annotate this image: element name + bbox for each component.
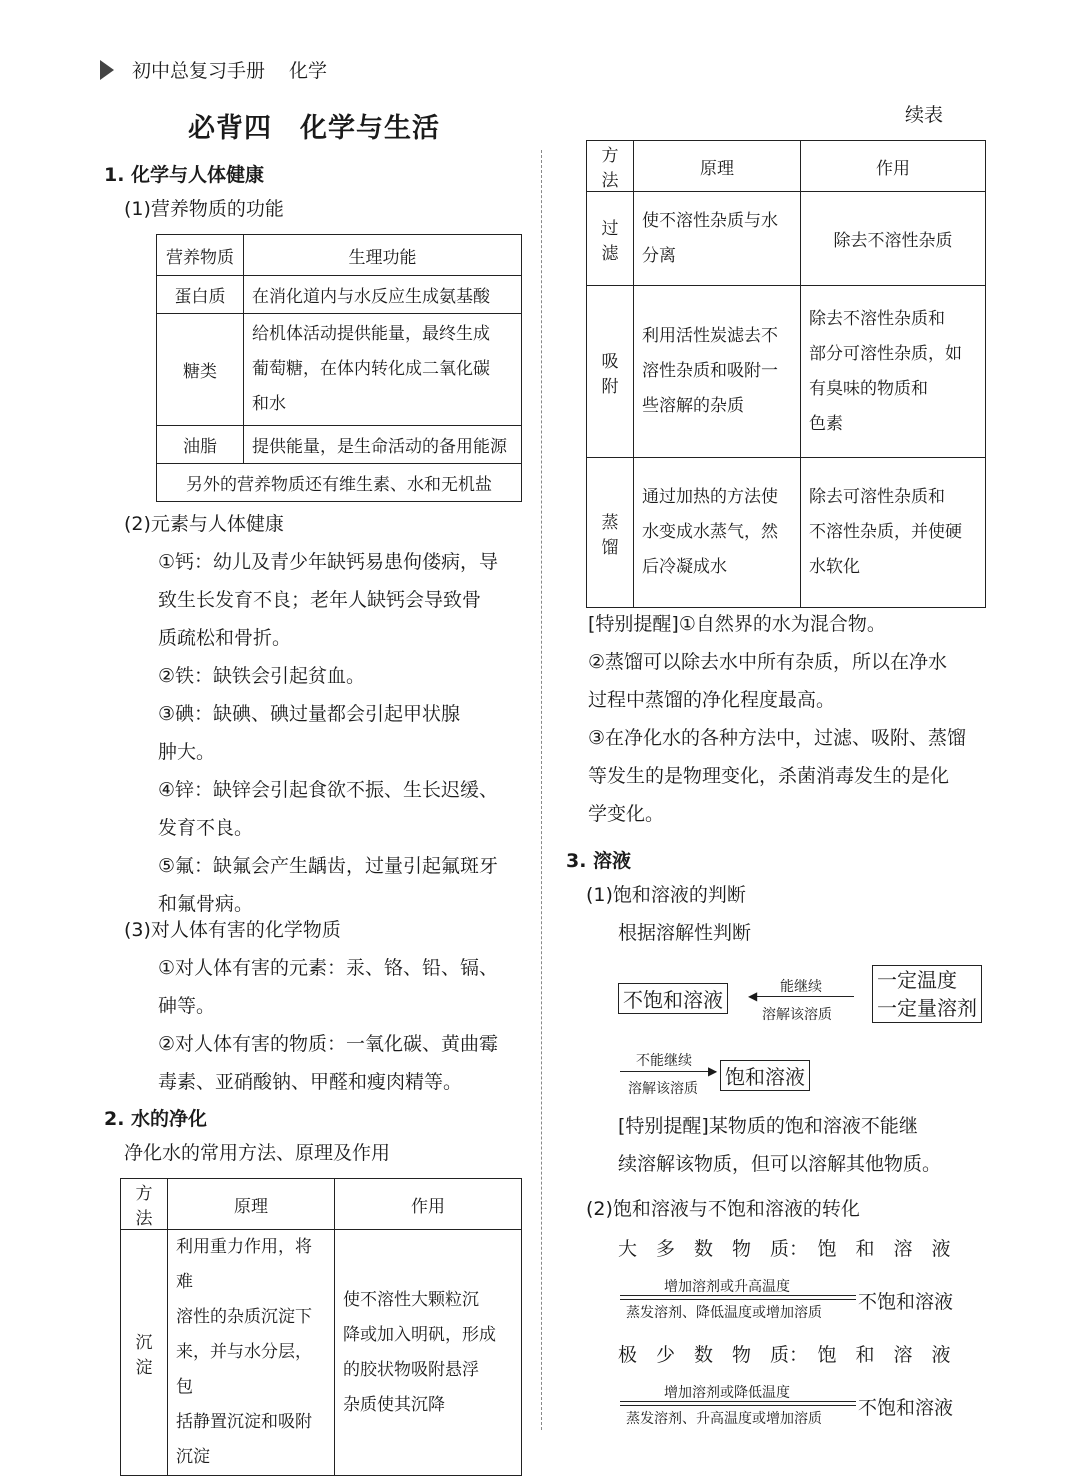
section-2-heading: 2. 水的净化 (104, 1108, 208, 1130)
text-line: 使不溶性大颗粒沉 (343, 1289, 479, 1310)
text-line: 水变成水蒸气，然 (642, 522, 778, 542)
s3-judge: 根据溶解性判断 (618, 922, 752, 944)
s3-sub2: (2)饱和溶液与不饱和溶液的转化 (586, 1198, 860, 1220)
effect-cell (801, 458, 986, 608)
harmful-list (158, 949, 528, 1101)
principle-cell (168, 1230, 335, 1476)
equilibrium-arrow (620, 1401, 856, 1406)
saturated-box: 饱和溶液 (720, 1060, 810, 1091)
text-line: 肿大。 (158, 741, 216, 763)
unsaturated-box: 不饱和溶液 (618, 983, 728, 1014)
equilibrium-arrow (620, 1295, 856, 1300)
text-line: ②对人体有害的物质：一氧化碳、黄曲霉 (158, 1033, 499, 1055)
text-line: 给机体活动提供能量，最终生成 (252, 324, 490, 344)
arrow-left (752, 996, 854, 997)
majority-line: 大 多 数 物 质： 饱 和 溶 液 (618, 1238, 951, 1260)
can-dissolve-bottom: 溶解该溶质 (762, 1007, 832, 1023)
text-line: 葡萄糖，在体内转化成二氧化碳 (252, 359, 490, 379)
majority-forward-label: 增加溶剂或升高温度 (664, 1279, 790, 1295)
text-line: 利用活性炭滤去不 (642, 326, 778, 346)
text-line: ②铁：缺铁会引起贫血。 (158, 665, 366, 687)
tip-label: [特别提醒] (618, 1115, 709, 1137)
text-line: 一定温度 (877, 968, 957, 992)
arrow-right (620, 1071, 716, 1072)
text-line: ⑤氟：缺氟会产生龋齿，过量引起氟斑牙 (158, 855, 499, 877)
col-header: 作用 (335, 1179, 522, 1230)
text-line: 通过加热的方法使 (642, 487, 778, 507)
effect-cell: 除去不溶性杂质 (801, 192, 986, 286)
text-line: 分离 (642, 245, 676, 266)
text-line: ④锌：缺锌会引起食欲不振、生长迟缓、 (158, 779, 499, 801)
text-line: 除去可溶性杂质和 (809, 487, 945, 507)
text-line: 有臭味的物质和 (809, 378, 928, 399)
text-line: ①对人体有害的元素：汞、铬、铅、镉、 (158, 957, 499, 979)
text-line: ③碘：缺碘、碘过量都会引起甲状腺 (158, 703, 461, 725)
nutrition-table (156, 234, 522, 502)
text-line: 毒素、亚硝酸钠、甲醛和瘦肉精等。 (158, 1071, 463, 1093)
s1-sub2: (2)元素与人体健康 (124, 513, 284, 535)
text-line: 除去不溶性杂质和 (809, 308, 945, 329)
condition-box (872, 965, 982, 1023)
col-header: 营养物质 (157, 235, 244, 276)
nutrient-function: 提供能量，是生命活动的备用能源 (244, 426, 522, 464)
minority-line: 极 少 数 物 质： 饱 和 溶 液 (618, 1344, 951, 1366)
text-line: 沉淀 (176, 1447, 210, 1467)
text-line: 和氟骨病。 (158, 893, 254, 915)
text-line: 使不溶性杂质与水 (642, 210, 778, 231)
text-line: ③在净化水的各种方法中，过滤、吸附、蒸馏 (588, 727, 967, 749)
nutrient-name: 蛋白质 (157, 276, 244, 314)
subject-label: 化学 (289, 60, 328, 82)
section-3-heading: 3. 溶液 (566, 850, 632, 872)
text-line: 过程中蒸馏的净化程度最高。 (588, 689, 836, 711)
text-line: 不溶性杂质，并使硬 (809, 522, 962, 542)
majority-result: 不饱和溶液 (858, 1291, 954, 1313)
minority-result: 不饱和溶液 (858, 1397, 954, 1419)
arrow-head-right-icon: ▶ (708, 1064, 718, 1078)
water-tip (588, 605, 1008, 833)
principle-cell (634, 286, 801, 458)
col-header: 原理 (634, 141, 801, 192)
method-name: 沉淀 (121, 1230, 168, 1476)
nutrient-function (244, 314, 522, 426)
text-line: 的胶状物吸附悬浮 (343, 1359, 479, 1380)
nutrient-function: 在消化道内与水反应生成氨基酸 (244, 276, 522, 314)
minority-reverse-label: 蒸发溶剂、升高温度或增加溶质 (626, 1411, 822, 1427)
text-line: 降或加入明矾，形成 (343, 1324, 496, 1345)
col-header: 方法 (121, 1179, 168, 1230)
text-line: 发育不良。 (158, 817, 254, 839)
text-line: 质疏松和骨折。 (158, 627, 292, 649)
text-line: 和水 (252, 394, 286, 414)
text-line: 等发生的是物理变化，杀菌消毒发生的是化 (588, 765, 950, 787)
solution-tip (618, 1107, 998, 1183)
text-line: 一定量溶剂 (877, 996, 977, 1020)
text-line: 致生长发育不良；老年人缺钙会导致骨 (158, 589, 482, 611)
col-header: 生理功能 (244, 235, 522, 276)
text-line: 续溶解该物质，但可以溶解其他物质。 (618, 1153, 942, 1175)
majority-reverse-label: 蒸发溶剂、降低温度或增加溶质 (626, 1305, 822, 1321)
can-dissolve-top: 能继续 (780, 979, 822, 995)
text-line: 括静置沉淀和吸附 (176, 1412, 312, 1432)
water-table-1 (120, 1178, 522, 1476)
table-footer: 另外的营养物质还有维生素、水和无机盐 (157, 464, 522, 502)
principle-cell (634, 458, 801, 608)
col-header: 方法 (587, 141, 634, 192)
text-line: ①自然界的水为混合物。 (678, 613, 886, 635)
book-title: 初中总复习手册 (132, 60, 266, 82)
text-line: 部分可溶性杂质，如 (809, 343, 962, 364)
continued-label: 续表 (905, 104, 944, 126)
water-table-2 (586, 140, 986, 608)
text-line: 某物质的饱和溶液不能继 (708, 1115, 918, 1137)
col-header: 原理 (168, 1179, 335, 1230)
tip-label: [特别提醒] (588, 613, 679, 635)
method-name: 蒸馏 (587, 458, 634, 608)
method-name: 吸附 (587, 286, 634, 458)
effect-cell (335, 1230, 522, 1476)
s1-sub1: (1)营养物质的功能 (124, 198, 284, 220)
text-line: 利用重力作用，将难 (176, 1237, 312, 1292)
text-line: 砷等。 (158, 995, 216, 1017)
text-line: 学变化。 (588, 803, 665, 825)
text-line: 色素 (809, 413, 843, 434)
cannot-dissolve-top: 不能继续 (636, 1053, 692, 1069)
running-header (100, 56, 327, 83)
text-line: 杂质使其沉降 (343, 1394, 445, 1415)
nutrient-name: 油脂 (157, 426, 244, 464)
text-line: ②蒸馏可以除去水中所有杂质，所以在净水 (588, 651, 948, 673)
text-line: 溶性杂质和吸附一 (642, 361, 778, 381)
method-name: 过滤 (587, 192, 634, 286)
column-divider (541, 150, 542, 1430)
s2-intro: 净化水的常用方法、原理及作用 (124, 1142, 391, 1164)
text-line: 后冷凝成水 (642, 557, 727, 577)
col-header: 作用 (801, 141, 986, 192)
element-health-list (158, 543, 528, 923)
cannot-dissolve-bottom: 溶解该溶质 (628, 1081, 698, 1097)
triangle-icon (100, 60, 114, 80)
section-1-heading: 1. 化学与人体健康 (104, 164, 265, 186)
text-line: 来，并与水分层，包 (176, 1342, 312, 1397)
principle-cell (634, 192, 801, 286)
effect-cell (801, 286, 986, 458)
text-line: 些溶解的杂质 (642, 396, 744, 416)
minority-forward-label: 增加溶剂或降低温度 (664, 1385, 790, 1401)
text-line: 水软化 (809, 557, 860, 577)
arrow-head-left-icon: ◀ (748, 989, 758, 1003)
s3-sub1: (1)饱和溶液的判断 (586, 884, 746, 906)
text-line: ①钙：幼儿及青少年缺钙易患佝偻病，导 (158, 551, 499, 573)
text-line: 溶性的杂质沉淀下 (176, 1307, 312, 1327)
page-title: 必背四 化学与生活 (188, 113, 440, 144)
s1-sub3: (3)对人体有害的化学物质 (124, 919, 341, 941)
nutrient-name: 糖类 (157, 314, 244, 426)
